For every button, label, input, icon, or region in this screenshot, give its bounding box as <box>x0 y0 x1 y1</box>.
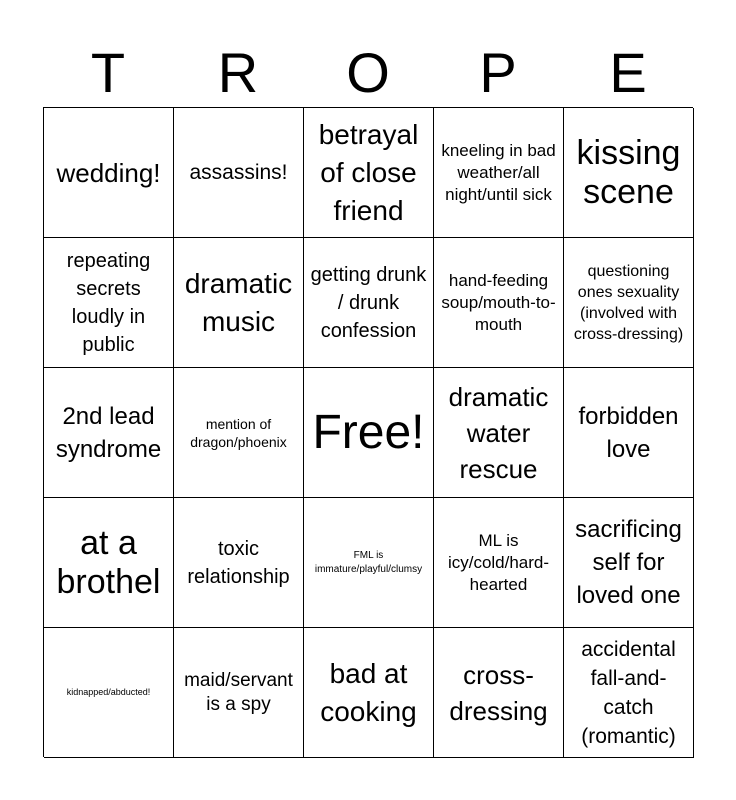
cell-text: maid/servant is a spy <box>184 669 293 715</box>
bingo-cell[interactable] <box>564 368 694 498</box>
cell-text: wedding! <box>56 157 161 188</box>
free-space[interactable] <box>304 368 434 498</box>
bingo-cell[interactable] <box>304 108 434 238</box>
cell-text: sacrificing self for loved one <box>575 516 682 609</box>
title-letter-o: O <box>346 41 390 104</box>
bingo-cell[interactable] <box>434 628 564 758</box>
bingo-cell[interactable] <box>44 368 174 498</box>
bingo-cell[interactable] <box>434 368 564 498</box>
bingo-cell[interactable] <box>564 498 694 628</box>
cell-text: dramatic water rescue <box>448 381 549 484</box>
bingo-cell[interactable] <box>564 628 694 758</box>
cell-text: FML is immature/playful/clumsy <box>314 549 423 575</box>
free-space-label: Free! <box>312 405 425 459</box>
cell-text: dramatic music <box>184 267 293 337</box>
bingo-cell[interactable] <box>44 628 174 758</box>
bingo-grid <box>43 107 693 757</box>
bingo-cell[interactable] <box>174 238 304 368</box>
cell-text: ML is icy/cold/hard-hearted <box>447 530 550 594</box>
bingo-cell[interactable] <box>434 108 564 238</box>
bingo-cell[interactable] <box>44 108 174 238</box>
cell-text: toxic relationship <box>187 537 290 588</box>
bingo-cell[interactable] <box>434 238 564 368</box>
cell-text: kissing scene <box>576 133 681 211</box>
cell-text: betrayal of close friend <box>318 118 419 226</box>
card-title <box>43 42 693 104</box>
title-letter-r: R <box>217 41 259 104</box>
bingo-cell[interactable] <box>564 238 694 368</box>
cell-text: cross-dressing <box>449 659 548 726</box>
cell-text: accidental fall-and-catch (romantic) <box>581 637 676 748</box>
bingo-cell[interactable] <box>434 498 564 628</box>
cell-text: hand-feeding soup/mouth-to-mouth <box>441 270 556 334</box>
bingo-cell[interactable] <box>44 498 174 628</box>
title-letter-t: T <box>90 41 126 104</box>
cell-text: assassins! <box>189 161 288 184</box>
cell-text: repeating secrets loudly in public <box>66 249 151 356</box>
bingo-cell[interactable] <box>174 628 304 758</box>
title-letter-p: P <box>479 41 517 104</box>
bingo-cell[interactable] <box>174 368 304 498</box>
bingo-cell[interactable] <box>304 628 434 758</box>
bingo-cell[interactable] <box>174 498 304 628</box>
cell-text: getting drunk / drunk confession <box>310 263 427 342</box>
cell-text: forbidden love <box>578 402 679 463</box>
bingo-cell[interactable] <box>564 108 694 238</box>
cell-text: questioning ones sexuality (involved with cross-dressing) <box>573 262 684 343</box>
cell-text: bad at cooking <box>320 657 417 727</box>
bingo-cell[interactable] <box>304 498 434 628</box>
bingo-cell[interactable] <box>174 108 304 238</box>
cell-text: mention of dragon/phoenix <box>190 415 287 450</box>
bingo-cell[interactable] <box>44 238 174 368</box>
title-letter-e: E <box>609 41 647 104</box>
cell-text: at a brothel <box>56 523 161 601</box>
cell-text: 2nd lead syndrome <box>55 402 162 463</box>
cell-text: kneeling in bad weather/all night/until sick <box>441 140 556 204</box>
bingo-cell[interactable] <box>304 238 434 368</box>
cell-text: kidnapped/abducted! <box>66 687 151 697</box>
